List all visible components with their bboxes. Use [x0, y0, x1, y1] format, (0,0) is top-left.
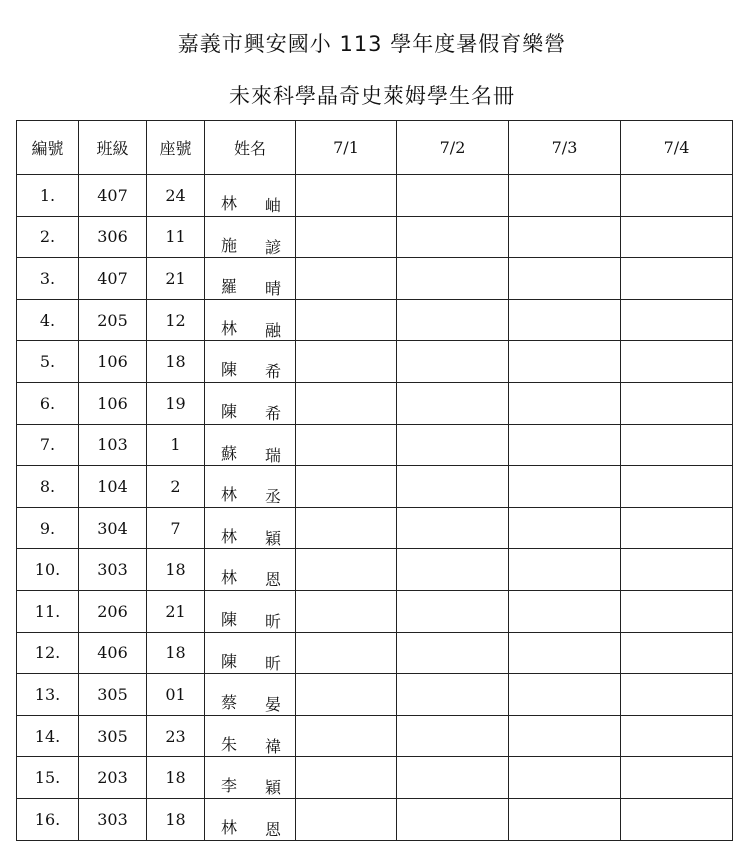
table-row [17, 507, 733, 549]
attendance-cell [509, 466, 621, 508]
header-date: 7/2 [397, 121, 509, 175]
given-name: 丞 [264, 487, 281, 507]
row-number-cell: 14. [17, 715, 79, 757]
name-cell [205, 258, 296, 300]
name-cell [205, 466, 296, 508]
attendance-cell [621, 715, 733, 757]
attendance-cell [509, 798, 621, 840]
seat-cell: 19 [147, 382, 205, 424]
seat-cell: 1 [147, 424, 205, 466]
table-row [17, 715, 733, 757]
attendance-cell [509, 715, 621, 757]
class-cell: 306 [79, 216, 147, 258]
given-name: 希 [264, 362, 281, 382]
row-number-cell: 5. [17, 341, 79, 383]
attendance-cell [509, 382, 621, 424]
attendance-cell [397, 216, 509, 258]
attendance-cell [397, 175, 509, 217]
attendance-cell [296, 175, 397, 217]
name-cell [205, 424, 296, 466]
surname: 林 [221, 194, 238, 213]
header-class: 班級 [79, 121, 147, 175]
table-row [17, 258, 733, 300]
row-number-cell: 16. [17, 798, 79, 840]
name-cell [205, 175, 296, 217]
row-number-cell: 1. [17, 175, 79, 217]
attendance-cell [397, 341, 509, 383]
attendance-cell [621, 590, 733, 632]
surname: 陳 [221, 401, 238, 421]
given-name: 昕 [264, 611, 281, 631]
given-name: 晴 [264, 279, 281, 299]
attendance-cell [509, 549, 621, 591]
surname: 陳 [221, 360, 238, 380]
attendance-cell [296, 632, 397, 674]
attendance-cell [296, 424, 397, 466]
class-cell: 103 [79, 424, 147, 466]
table-row [17, 757, 733, 799]
class-cell: 407 [79, 258, 147, 300]
attendance-cell [509, 341, 621, 383]
document-title: 嘉義市興安國小 113 學年度暑假育樂營 [177, 32, 567, 56]
class-cell: 206 [79, 590, 147, 632]
attendance-cell [296, 299, 397, 341]
row-number-cell: 13. [17, 674, 79, 716]
seat-cell: 18 [147, 798, 205, 840]
header-date: 7/4 [621, 121, 733, 175]
attendance-cell [296, 341, 397, 383]
seat-cell: 18 [147, 341, 205, 383]
name-cell [205, 216, 296, 258]
seat-cell: 23 [147, 715, 205, 757]
table-row [17, 674, 733, 716]
attendance-cell [621, 757, 733, 799]
seat-cell: 7 [147, 507, 205, 549]
attendance-cell [621, 507, 733, 549]
attendance-cell [397, 757, 509, 799]
attendance-cell [621, 798, 733, 840]
given-name: 昕 [264, 653, 281, 673]
row-number-cell: 12. [17, 632, 79, 674]
class-cell: 203 [79, 757, 147, 799]
table-row [17, 466, 733, 508]
attendance-cell [509, 632, 621, 674]
row-number-cell: 11. [17, 590, 79, 632]
surname: 施 [221, 235, 238, 255]
row-number-cell: 10. [17, 549, 79, 591]
surname: 林 [221, 485, 238, 505]
attendance-cell [296, 590, 397, 632]
row-number-cell: 15. [17, 757, 79, 799]
name-cell [205, 382, 296, 424]
row-number-cell: 2. [17, 216, 79, 258]
class-cell: 305 [79, 674, 147, 716]
table-row [17, 341, 733, 383]
table-row [17, 798, 733, 840]
class-cell: 305 [79, 715, 147, 757]
attendance-cell [621, 674, 733, 716]
surname: 李 [221, 776, 238, 796]
surname: 林 [221, 318, 238, 338]
attendance-cell [397, 424, 509, 466]
given-name: 恩 [264, 819, 281, 839]
attendance-cell [509, 299, 621, 341]
attendance-cell [397, 466, 509, 508]
name-cell [205, 757, 296, 799]
attendance-cell [397, 549, 509, 591]
attendance-cell [397, 798, 509, 840]
table-row [17, 216, 733, 258]
attendance-cell [621, 382, 733, 424]
attendance-cell [397, 674, 509, 716]
attendance-cell [509, 258, 621, 300]
name-cell [205, 507, 296, 549]
name-cell [205, 341, 296, 383]
surname: 林 [221, 817, 238, 837]
seat-cell: 21 [147, 258, 205, 300]
surname: 林 [221, 568, 238, 588]
given-name: 瑞 [264, 445, 281, 465]
class-cell: 106 [79, 341, 147, 383]
class-cell: 205 [79, 299, 147, 341]
given-name: 融 [264, 320, 281, 340]
row-number-cell: 7. [17, 424, 79, 466]
class-cell: 303 [79, 798, 147, 840]
seat-cell: 18 [147, 757, 205, 799]
seat-cell: 21 [147, 590, 205, 632]
attendance-cell [621, 549, 733, 591]
name-cell [205, 299, 296, 341]
given-name: 禕 [264, 736, 281, 756]
given-name: 穎 [264, 778, 281, 798]
attendance-cell [397, 715, 509, 757]
attendance-cell [509, 590, 621, 632]
header-date: 7/1 [296, 121, 397, 175]
given-name: 恩 [264, 570, 281, 590]
attendance-cell [621, 299, 733, 341]
seat-cell: 24 [147, 175, 205, 217]
attendance-cell [296, 507, 397, 549]
surname: 林 [221, 526, 238, 546]
attendance-cell [397, 258, 509, 300]
attendance-cell [509, 216, 621, 258]
attendance-cell [621, 216, 733, 258]
seat-cell: 01 [147, 674, 205, 716]
header-seat: 座號 [147, 121, 205, 175]
document-subtitle: 未來科學晶奇史萊姆學生名冊 [229, 84, 515, 108]
seat-cell: 2 [147, 466, 205, 508]
table-row [17, 382, 733, 424]
attendance-cell [397, 382, 509, 424]
surname: 羅 [221, 277, 238, 297]
surname: 蘇 [221, 443, 238, 463]
given-name: 晏 [264, 695, 281, 715]
row-number-cell: 6. [17, 382, 79, 424]
seat-cell: 12 [147, 299, 205, 341]
seat-cell: 18 [147, 549, 205, 591]
given-name: 岫 [264, 196, 281, 215]
name-cell [205, 632, 296, 674]
attendance-cell [509, 757, 621, 799]
attendance-cell [296, 466, 397, 508]
attendance-cell [397, 632, 509, 674]
attendance-cell [621, 258, 733, 300]
student-roster-table [16, 120, 733, 841]
attendance-cell [397, 590, 509, 632]
table-row [17, 424, 733, 466]
header-name: 姓名 [205, 121, 296, 175]
row-number-cell: 9. [17, 507, 79, 549]
surname: 蔡 [221, 693, 238, 713]
attendance-cell [296, 798, 397, 840]
attendance-cell [296, 715, 397, 757]
name-cell [205, 798, 296, 840]
attendance-cell [621, 175, 733, 217]
table-row [17, 175, 733, 217]
class-cell: 304 [79, 507, 147, 549]
attendance-cell [296, 258, 397, 300]
attendance-cell [296, 674, 397, 716]
attendance-cell [621, 466, 733, 508]
name-cell [205, 590, 296, 632]
attendance-cell [621, 424, 733, 466]
attendance-cell [397, 507, 509, 549]
class-cell: 406 [79, 632, 147, 674]
given-name: 穎 [264, 528, 281, 548]
row-number-cell: 4. [17, 299, 79, 341]
class-cell: 104 [79, 466, 147, 508]
surname: 陳 [221, 609, 238, 629]
given-name: 諺 [264, 237, 281, 257]
attendance-cell [397, 299, 509, 341]
given-name: 希 [264, 403, 281, 423]
attendance-cell [621, 632, 733, 674]
table-row [17, 590, 733, 632]
table-row [17, 549, 733, 591]
header-row [17, 121, 733, 175]
surname: 陳 [221, 651, 238, 671]
surname: 朱 [221, 734, 238, 754]
header-date: 7/3 [509, 121, 621, 175]
row-number-cell: 3. [17, 258, 79, 300]
attendance-cell [296, 216, 397, 258]
class-cell: 407 [79, 175, 147, 217]
attendance-cell [296, 757, 397, 799]
attendance-cell [296, 549, 397, 591]
table-row [17, 299, 733, 341]
header-number: 編號 [17, 121, 79, 175]
name-cell [205, 549, 296, 591]
attendance-cell [509, 507, 621, 549]
row-number-cell: 8. [17, 466, 79, 508]
table-row [17, 632, 733, 674]
name-cell [205, 715, 296, 757]
seat-cell: 11 [147, 216, 205, 258]
name-cell [205, 674, 296, 716]
attendance-cell [509, 424, 621, 466]
attendance-cell [509, 674, 621, 716]
attendance-cell [509, 175, 621, 217]
class-cell: 303 [79, 549, 147, 591]
attendance-cell [296, 382, 397, 424]
attendance-cell [621, 341, 733, 383]
seat-cell: 18 [147, 632, 205, 674]
class-cell: 106 [79, 382, 147, 424]
